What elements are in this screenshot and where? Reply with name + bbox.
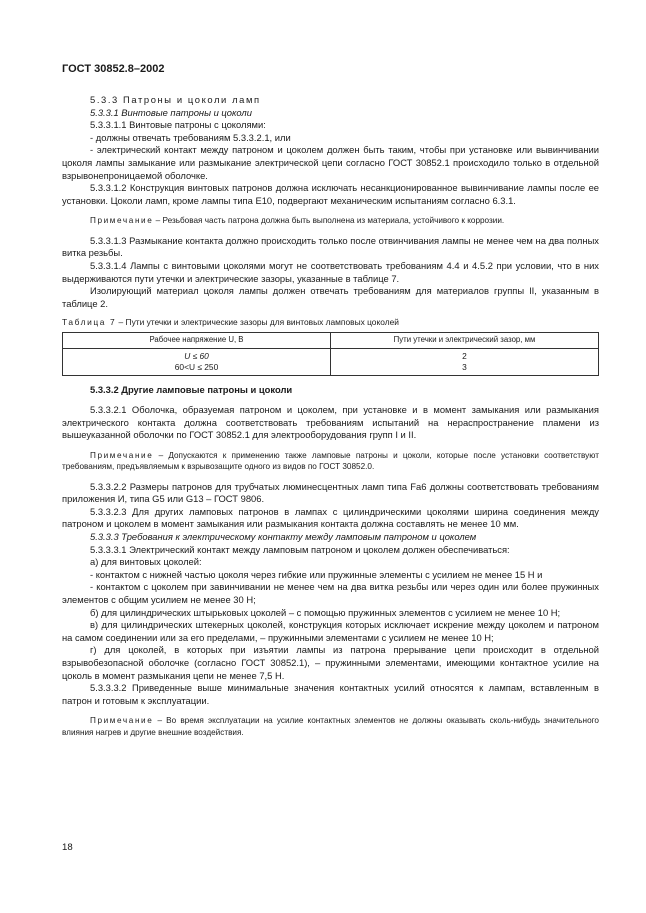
list-item-a: а) для винтовых цоколей: <box>90 556 202 568</box>
note-text: – Во время эксплуатации на усилие контактных элементов не должны оказывать сколь-нибудь значительного влияния нагрев и другие внешние воздействия. <box>62 716 599 737</box>
note-label: Примечание <box>90 450 154 460</box>
paragraph-5-3-3-2-1: 5.3.3.2.1 Оболочка, образуемая патроном и цоколем, при установке и в момент замыкания или размыкания электрического контакта должна соответствовать требованиям испытаний на нераспространение пламени из вышеуказанной оболочки по ГОСТ 30852.1 для электрооборудования групп I и II. <box>62 404 599 441</box>
table-cell-clearance: 2 <box>331 348 599 362</box>
section-title-5-3-3-3: 5.3.3.3 Требования к электрическому контакту между ламповым патроном и цоколем <box>90 531 477 543</box>
note-1 <box>62 215 599 226</box>
document-header: ГОСТ 30852.8–2002 <box>62 63 165 75</box>
table-header-clearance: Пути утечки и электрический зазор, мм <box>331 332 599 348</box>
paragraph-5-3-3-1-4-b: Изолирующий материал цоколя лампы должен отвечать требованиям для материалов группы II, указанным в таблице 2. <box>62 285 599 309</box>
table-header-voltage: Рабочее напряжение U, В <box>63 332 331 348</box>
table-cell-voltage: U ≤ 60 <box>63 348 331 362</box>
table-7 <box>62 332 599 376</box>
paragraph-5-3-3-2-2: 5.3.3.2.2 Размеры патронов для трубчатых люминесцентных ламп типа Fa6 должны соответствовать требованиям приложения И, типа G5 или G13 – ГОСТ 9806. <box>62 480 599 505</box>
note-label: Примечание <box>90 216 154 226</box>
table-caption-text: – Пути утечки и электрические зазоры для винтовых ламповых цоколей <box>116 317 399 328</box>
note-2 <box>62 450 599 473</box>
list-item-a2: - контактом с цоколем при завинчивании не менее чем на два витка резьбы или через один или более пружинных элементов с общим усилием не менее 30 Н; <box>62 581 599 606</box>
paragraph-5-3-3-1-1-b: - электрический контакт между патроном и цоколем должен быть таким, чтобы при установке или вывинчивании цоколя лампы замыкание или размыкание электрической цепи согласно ГОСТ 30852.1 происходило только в отдельной взрывонепроницаемой оболочке. <box>62 144 599 181</box>
table-7-caption <box>62 316 599 329</box>
list-item-a1: - контактом с нижней частью цоколя через гибкие или пружинные элементы с усилием не менее 15 Н и <box>90 568 543 580</box>
section-title-5-3-3-1: 5.3.3.1 Винтовые патроны и цоколи <box>90 106 252 118</box>
section-title-5-3-3: 5.3.3 Патроны и цоколи ламп <box>90 94 261 105</box>
paragraph-5-3-3-1-3: 5.3.3.1.3 Размыкание контакта должно происходить только после отвинчивания лампы не менее чем на два полных витка резьбы. <box>62 234 599 259</box>
list-item-d: г) для цоколей, в которых при изъятии лампы из патрона прерывание цепи происходит в отдельной взрывобезопасной оболочке (согласно ГОСТ 30852.1), – пружинными элементами, имеющими контактное усилие на цоколь в момент размыкания цепи не менее 7,5 Н. <box>62 644 599 681</box>
list-item-b: б) для цилиндрических штырьковых цоколей – с помощью пружинных элементов с усилием не менее 10 Н; <box>90 606 561 618</box>
note-label: Примечание <box>90 716 154 726</box>
table-header-row <box>63 332 599 348</box>
document-body <box>62 94 599 746</box>
table-cell-voltage: 60<U ≤ 250 <box>63 362 331 376</box>
paragraph-5-3-3-1-2: 5.3.3.1.2 Конструкция винтовых патронов должна исключать несанкционированное вывинчивание лампы после ее установки. Цоколи ламп, кроме лампы типа Е10, подвергают механическим испытаниям согласно 6.3.1. <box>62 182 599 206</box>
page-number: 18 <box>62 842 73 853</box>
note-text: – Допускаются к применению также ламповые патроны и цоколи, которые после установки соответствуют требованиям, предъявляемым к взрывозащите одного из видов по ГОСТ 30852.0. <box>62 450 599 472</box>
section-title-5-3-3-2: 5.3.3.2 Другие ламповые патроны и цоколи <box>90 383 293 395</box>
paragraph-5-3-3-1-4: 5.3.3.1.4 Лампы с винтовыми цоколями могут не соответствовать требованиям 4.4 и 4.5.2 при условии, что в них выдерживаются пути утечки и электрические зазоры, указанные в таблице 7. <box>62 259 599 284</box>
note-text: – Резьбовая часть патрона должна быть выполнена из материала, устойчивого к коррозии. <box>153 216 505 226</box>
list-item-c: в) для цилиндрических штекерных цоколей, конструкция которых исключает искрение между цоколем и патроном на самом соединении или за его пределами, – пружинными элементами с усилием не менее 10 Н; <box>62 619 599 643</box>
paragraph-5-3-3-3-2: 5.3.3.3.2 Приведенные выше минимальные значения контактных усилий относятся к лампам, вставленным в патрон и готовым к эксплуатации. <box>62 682 599 706</box>
table-row <box>63 362 599 376</box>
paragraph-5-3-3-3-1: 5.3.3.3.1 Электрический контакт между ламповым патроном и цоколем должен обеспечиваться: <box>90 543 510 555</box>
table-cell-clearance: 3 <box>331 362 599 376</box>
table-caption-label: Таблица 7 <box>62 317 117 328</box>
paragraph-5-3-3-1-1: 5.3.3.1.1 Винтовые патроны с цоколями: <box>90 119 266 131</box>
table-row <box>63 348 599 362</box>
note-3 <box>62 715 599 738</box>
paragraph-5-3-3-1-1-a: - должны отвечать требованиям 5.3.3.2.1, или <box>90 131 291 143</box>
paragraph-5-3-3-2-3: 5.3.3.2.3 Для других ламповых патронов в лампах с цилиндрическими цоколями ширина соединения между патроном и цоколем в момент замыкания или размыкания контакта должна составлять не менее 10 мм. <box>62 505 599 530</box>
